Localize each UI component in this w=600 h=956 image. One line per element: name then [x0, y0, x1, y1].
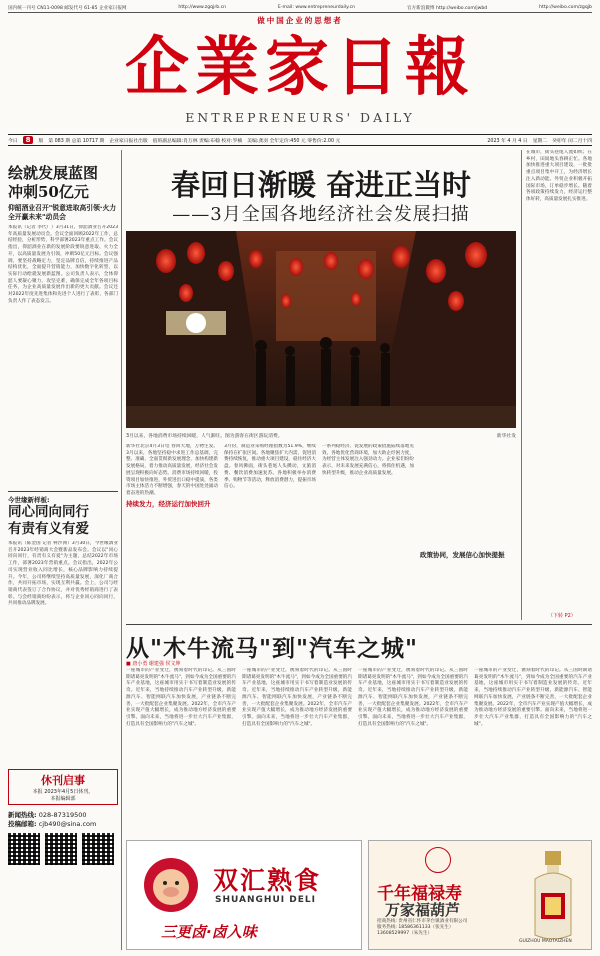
qr-code-icon [8, 833, 40, 865]
second-body-col-4: 一座城市的产业变迁，镌刻着时代的印记。从三国时期诸葛亮发明的"木牛流马"，到如今成为全国重要的汽车产业基地，这座城市用实干书写着制造业发展的传奇。近年来，当地持续推动汽车产业转型升级，新能源汽车、智能网联汽车加快发展，产业链条不断完善，一大批配套企业集聚发展。2022年，全市汽车产业实现产值大幅增长，成为推动地方经济发展的重要引擎。面向未来，当地将进一步壮大汽车产业集群，打造具有全国影响力的"汽车之城"。 [474, 668, 592, 727]
story2-kicker: 今世缘新样板: [8, 496, 50, 504]
left-column [8, 150, 118, 865]
page-count-badge: 8 [23, 136, 34, 144]
ad2-contact-3: 13608529997（朱先生） [377, 931, 433, 936]
main-body-a: 新华社北京4月3日电 春回大地，万物生发。3月以来，各地坚持稳中求进工作总基调，完整、准确、全面贯彻新发展理念，加快构建新发展格局，着力推动高质量发展，经济社会发展呈现积极向好态势。消费市场持续回暖，投资项目加快推进，外贸进出口稳中提质，各类市场主体活力不断增强，春天的中国处处涌动着奋进的热潮。 [126, 444, 218, 496]
photo-credit: 新华社发 [496, 434, 516, 439]
hotline-box [8, 811, 118, 829]
qr-code-icon [82, 833, 114, 865]
ad2-title-1: 千年福禄寿 [377, 884, 462, 904]
second-body-col-2: 一座城市的产业变迁，镌刻着时代的印记。从三国时期诸葛亮发明的"木牛流马"，到如今成为全国重要的汽车产业基地，这座城市用实干书写着制造业发展的传奇。近年来，当地持续推动汽车产业转型升级，新能源汽车、智能网联汽车加快发展，产业链条不断完善，一大批配套企业集聚发展。2022年，全市汽车产业实现产值大幅增长，成为推动地方经济发展的重要引擎。面向未来，当地将进一步壮大汽车产业集群，打造具有全国影响力的"汽车之城"。 [242, 668, 352, 727]
weibo-link[interactable]: 官方新浪微博 http://weibo.com/jwbd [406, 5, 488, 11]
issue-weekday: 星期二 [532, 138, 548, 144]
story2-title-1: 同心同向同行 [8, 504, 89, 520]
photo-caption-row [126, 432, 516, 439]
website-link[interactable]: http://www.zgqjrb.cn [178, 5, 227, 10]
masthead-slogan: 做中国企业的思想者 [257, 16, 343, 25]
second-body-col-3: 一座城市的产业变迁，镌刻着时代的印记。从三国时期诸葛亮发明的"木牛流马"，到如今成为全国重要的汽车产业基地，这座城市用实干书写着制造业发展的传奇。近年来，当地持续推动汽车产业转型升级，新能源汽车、智能网联汽车加快发展，产业链条不断完善，一大批配套企业集聚发展。2022年，全市汽车产业实现产值大幅增长，成为推动地方经济发展的重要引擎。面向未来，当地将进一步壮大汽车产业集群，打造具有全国影响力的"汽车之城"。 [358, 668, 468, 727]
top-info-bar [8, 3, 592, 13]
main-subhead: ——3月全国各地经济社会发展扫描 [172, 204, 470, 225]
story2-title-2: 有责有义有爱 [8, 521, 89, 537]
contribution-email[interactable]: cjb490@sina.com [38, 820, 97, 828]
second-body-col-1: 一座城市的产业变迁，镌刻着时代的印记。从三国时期诸葛亮发明的"木牛流马"，到如今成为全国重要的汽车产业基地，这座城市用实干书写着制造业发展的传奇。近年来，当地持续推动汽车产业转型升级，新能源汽车、智能网联汽车加快发展，产业链条不断完善，一大批配套企业集聚发展。2022年，全市汽车产业实现产值大幅增长，成为推动地方经济发展的重要引擎。面向未来，当地将进一步壮大汽车产业集群，打造具有全国影响力的"汽车之城"。 [126, 668, 236, 727]
email-text: E-mail: www.entrepreneurdaily.cn [277, 5, 356, 10]
main-headline: 春回日渐暖 奋进正当时 [170, 168, 472, 202]
weibo-link-2[interactable]: http://weibo.com/zgqjb [539, 5, 592, 10]
suspension-notice [8, 769, 118, 805]
publisher: 企业家日报社出版 [109, 138, 148, 144]
seal-icon [425, 847, 451, 873]
ad-shuanghui[interactable] [126, 840, 362, 950]
photo-caption: 3月以来，各地消费市场持续回暖，人气渐旺。图为游客在街区游玩消费。 [126, 434, 283, 439]
registration-text: 国内统一刊号 CN11-0098 邮发代号 61-85 企业家日报网 [8, 5, 127, 11]
street-scene-image [126, 231, 516, 428]
notice-line-1: 本报 2023年4月5日休刊。 [32, 789, 94, 795]
editor-info: 值班副总编辑:肖万林 责编:布翰 校对:罗楠 [152, 138, 243, 144]
qr-code-icon [45, 833, 77, 865]
lunar-date: 癸卯年 闰二月十四 [552, 138, 592, 144]
issue-number: 第 083 期 总第 10717 期 [48, 138, 105, 144]
main-body-col-1 [126, 444, 218, 624]
liquor-bottle-icon [521, 849, 585, 945]
issue-info-bar [8, 134, 592, 146]
page-unit: 版 [38, 138, 44, 144]
notice-title: 休刊启事 [41, 774, 85, 787]
ad2-contact-1: 招商热线: 贵州省仁怀市茅台镇酒业有限公司 [377, 919, 468, 924]
ad1-slogan: 三更卤·卤入味 [161, 923, 257, 941]
masthead-title-en: ENTREPRENEURS' DAILY [185, 110, 415, 125]
main-body-c: 一系列稳经济、促发展的政策措施陆续落地见效。各地优化营商环境，加大助企纾困力度，为经营主体发展注入强劲动力。企业家们纷纷表示，对未来发展充满信心，将抓住机遇，加快转型升级，推动企业高质量发展。 [322, 444, 414, 476]
issue-date: 2023 年 4 月 4 日 [487, 138, 528, 144]
qr-codes [8, 833, 118, 865]
second-headline: 从"木牛流马"到"汽车之城" [126, 635, 418, 662]
ad2-title-2: 万家福葫芦 [385, 901, 461, 919]
main-body-col-3 [322, 444, 414, 624]
story1-subtitle: 仰韶酒业召开"锐意进取高引领·火力全开赢未来"动员会 [8, 204, 117, 221]
ad-baijiu[interactable] [368, 840, 592, 950]
ad2-brand: GUIZHOU MAOTAIZHEN [519, 939, 572, 944]
section-head-b: 政策协同，发展信心加快提振 [420, 551, 505, 559]
story1-body: 本报讯（记者 李代广）3月31日，仰韶酒业召开2023年高质量发展动员会。会议全面回顾2022年工作，总结经验，分析形势，科学部署2023年重点工作。会议指出，仰韶酒业在新的发展阶段要锐意进取、火力全开，以高质量发展为引领，冲刺50亿元目标。会议强调，要坚持战略定力，坚定品牌自信，持续推进产品结构优化，全面提升营销能力，加快数字化转型，以实际行动绘就发展新蓝图。公司负责人表示，全体仰韶人要凝心聚力、攻坚克难，确保完成全年各项目标任务，为企业高质量发展作出新的更大贡献。会议还对2022年度先进集体和先进个人进行了表彰，各部门负责人作了表态发言。 [8, 225, 118, 304]
main-body-b: 3月份，制造业采购经理指数为51.9%，继续保持在扩张区间。各地聚焦扩大内需，促进消费持续恢复，推动重大项目建设，稳住经济大盘。春风拂面，街头巷尾人头攒动，文旅消费、餐饮消费加速复苏。各地积极举办消费季、购物节等活动，释放消费潜力，提振市场信心。 [224, 444, 316, 490]
ad1-brand-cn: 双汇熟食 [213, 866, 322, 895]
notice-line-2: 本报编辑部 [50, 796, 76, 802]
design-info: 美编:龚羽 全年定价:450 元 零售价:2.00 元 [247, 138, 341, 144]
masthead-title: 企業家日報 [125, 30, 475, 105]
story1-title-1: 绘就发展蓝图 [8, 164, 99, 182]
ad2-contact [377, 919, 517, 937]
section-head-a: 持续发力，经济运行加快回升 [126, 499, 211, 508]
hotline-label: 新闻热线: [8, 811, 37, 819]
pig-mascot-icon [141, 855, 201, 915]
main-right-column: 在城市，街头巷尾人流如织；在乡村，田间地头春耕正忙。各地加快推进重大项目建设，一批批重点项目集中开工，为经济增长注入新动能。外贸企业积极开拓国际市场，订单稳步增长。随着各项政策持续发力，经济运行整体好转，高质量发展扎实推进。 [526, 150, 592, 202]
ad1-brand-en: SHUANGHUI DELI [215, 895, 316, 905]
hotline-phone: 028-87319500 [38, 811, 87, 819]
story2-body: 本报讯（陈金国 记者 柯沙洲）3月30日，今世缘酒业召开2023年经销商大会暨新品发布会。会议以"同心同向同行，有责有义有爱"为主题，总结2022年市场工作，部署2023年营销重点。会议指出，2022年公司实现营业收入同比增长，核心品牌影响力持续提升。今年，公司将继续坚持高质量发展，深化厂商合作，共同开拓市场，实现互利共赢。会上，公司与经销商代表签订了合作协议，并对优秀经销商进行了表彰。与会经销商纷纷表示，将与企业同心同向同行，共同推动品牌发展。 [8, 541, 118, 607]
continued-page-ref[interactable]: （下转 P2） [548, 613, 576, 619]
second-byline: ■ 唐小勇 谢建强 侯文坤 [126, 661, 181, 667]
email-label: 投稿邮箱: [8, 820, 37, 828]
ad2-contact-2: 服务热线: 18586361133（张先生） [377, 925, 454, 930]
main-photo [126, 231, 516, 428]
today-label: 今日 [8, 138, 18, 144]
story1-title-2: 冲刺50亿元 [8, 183, 89, 201]
